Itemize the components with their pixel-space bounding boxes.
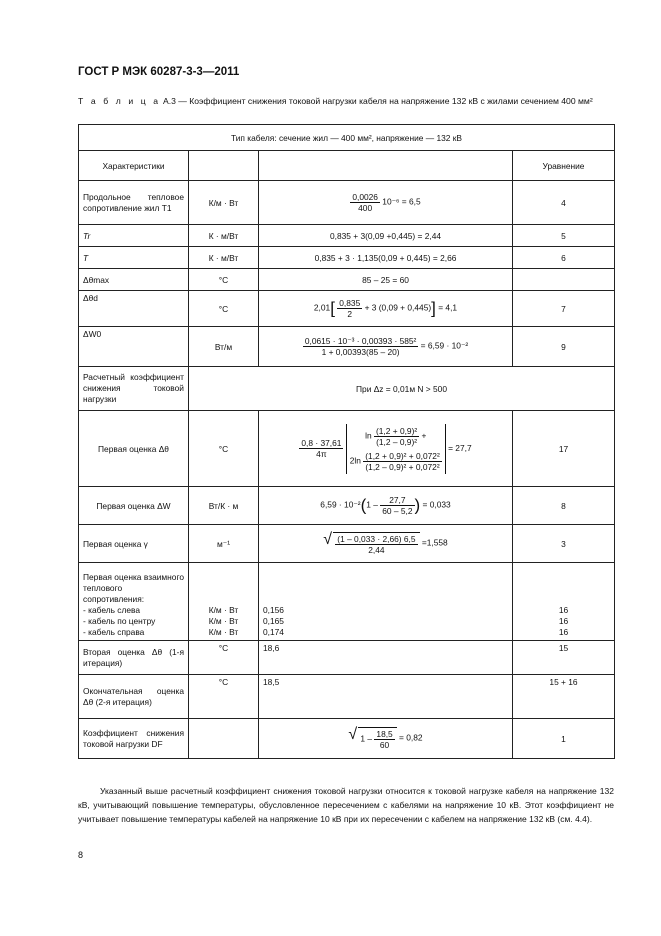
expression-result: = 27,7 — [448, 442, 472, 453]
row-label: T — [79, 247, 189, 269]
row-value: $\frac{0,8 \cdot 37,61}{4\pi}$ ln $\frac{\text{(1,2 + 0,9)²}}{\text{(1,2 – 0,9)²}}$ + 2ln $\frac{\text{(1,2 + 0,9)² + 0,072²}}{\text{(1,2 – 0,9)² + 0,072²}}$ = 27,7 — [259, 411, 513, 487]
fraction-denominator: 2 — [347, 309, 353, 319]
row-label: Tr — [79, 225, 189, 247]
row-label: Первая оценка Δθ — [79, 411, 189, 487]
table-row — [79, 675, 615, 719]
row-equation: 15 + 16 — [513, 675, 615, 719]
expression-result: = 6,59 · 10⁻² — [420, 340, 469, 351]
body-paragraph: Указанный выше расчетный коэффициент снижения токовой нагрузки относится к токовой нагрузке кабеля на напряжение 132 кВ, учитывающий повышение температуры, обусловленное пересечением с кабелями на напряжение 10 кВ. Этот коэффициент не учитывает повышение температуры кабелей на напряжение 10 кВ при их пересечении с кабелем на напряжение 132 кВ (см. 4.4). — [78, 786, 614, 824]
table-row — [79, 225, 615, 247]
fraction-numerator: 18,5 — [376, 729, 393, 739]
row-label: Расчетный коэффициент снижения токовой нагрузки — [79, 367, 189, 411]
row-equation: 17 — [513, 411, 615, 487]
row-equation: 1 — [513, 719, 615, 759]
row-value: 18,5 — [259, 675, 513, 719]
row-unit: Вт/м — [189, 327, 259, 367]
expression-tail: 10⁻⁶ = 6,5 — [382, 196, 421, 207]
table-row — [79, 269, 615, 291]
row-label: Коэффициент снижения токовой нагрузки DF — [79, 719, 189, 759]
cable-type-row: Тип кабеля: сечение жил — 400 мм², напряжение — 132 кВ — [79, 125, 615, 151]
expression-coefficient: 6,59 · 10⁻² — [320, 499, 361, 510]
row-unit: °C — [189, 269, 259, 291]
row-value — [259, 563, 513, 641]
row-unit — [189, 719, 259, 759]
page-number: 8 — [78, 850, 84, 860]
caption-text: А.3 — Коэффициент снижения токовой нагрузки кабеля на напряжение 132 кВ с жилами сечением 400 мм² — [160, 96, 593, 106]
column-header-characteristics: Характеристики — [79, 151, 189, 181]
fraction-denominator: 4π — [316, 449, 327, 459]
table-row — [79, 181, 615, 225]
row-unit: К · м/Вт — [189, 225, 259, 247]
row-label: Вторая оценка Δθ (1-я итерация) — [79, 641, 189, 675]
fraction-denominator: 60 – 5,2 — [382, 506, 413, 516]
row-value: 85 – 25 = 60 — [259, 269, 513, 291]
row-value: 0,835 + 3 · 1,135(0,09 + 0,445) = 2,66 — [259, 247, 513, 269]
fraction-numerator: (1,2 + 0,9)² — [375, 425, 418, 436]
row-unit: °C — [189, 291, 259, 327]
row-value: √ 1 – $\frac{18,5}{60}$ = 0,82 — [259, 719, 513, 759]
table-row — [79, 563, 615, 641]
fraction-denominator: (1,2 – 0,9)² — [376, 436, 418, 447]
fraction-numerator: 0,0615 · 10⁻³ · 0,00393 · 585² — [304, 336, 417, 346]
expression-result: = 0,033 — [422, 499, 451, 510]
table-row — [79, 367, 615, 411]
row-unit: °C — [189, 641, 259, 675]
row-equation: 8 — [513, 487, 615, 525]
row-label: ΔW0 — [79, 327, 189, 367]
document-header: ГОСТ Р МЭК 60287-3-3—2011 — [78, 66, 240, 78]
table-row — [79, 719, 615, 759]
expression-tail: + 3 (0,09 + 0,445) — [364, 302, 432, 313]
equation-ref: 16 — [558, 605, 569, 615]
table-row — [79, 525, 615, 563]
row-equation: 6 — [513, 247, 615, 269]
unit: К/м · Вт — [208, 605, 239, 615]
table-row — [79, 487, 615, 525]
row-equation — [513, 269, 615, 291]
table-caption — [78, 95, 603, 107]
expression-coefficient: 2,01 — [313, 302, 331, 313]
fraction-numerator: 27,7 — [380, 495, 414, 506]
row-label: Окончательная оценка Δθ (2-я итерация) — [79, 675, 189, 719]
column-header-value — [259, 151, 513, 181]
row-equation: 7 — [513, 291, 615, 327]
row-label: Δθmax — [79, 269, 189, 291]
row-equation: 3 — [513, 525, 615, 563]
sublabel: - кабель по центру — [83, 616, 156, 626]
row-unit — [189, 563, 259, 641]
row-value: 2,01[ $\frac{0,835}{2}$ + 3 (0,09 + 0,445)] = 4,1 — [259, 291, 513, 327]
row-label: Δθd — [79, 291, 189, 327]
fraction-denominator: 60 — [379, 740, 390, 750]
column-header-equation: Уравнение — [513, 151, 615, 181]
row-equation — [513, 563, 615, 641]
table-row — [79, 291, 615, 327]
row-equation: 9 — [513, 327, 615, 367]
row-equation: 15 — [513, 641, 615, 675]
value: 0,156 — [263, 605, 284, 615]
table-row — [79, 327, 615, 367]
ln-term: ln — [365, 430, 372, 441]
row-value: √ $\frac{(1 - 0,033 \cdot 2,66) 6,5}{2,44}$ =1,558 — [259, 525, 513, 563]
value: 0,174 — [263, 627, 284, 637]
row-value: 0,835 + 3(0,09 +0,445) = 2,44 — [259, 225, 513, 247]
row-unit: Вт/К · м — [189, 487, 259, 525]
row-unit: К · м/Вт — [189, 247, 259, 269]
fraction-denominator: 1 + 0,00393(85 – 20) — [321, 347, 400, 357]
equation-ref: 16 — [558, 616, 569, 626]
row-unit: К/м · Вт — [189, 181, 259, 225]
row-value — [259, 181, 513, 225]
ln-term: 2ln — [349, 455, 361, 466]
fraction-denominator: 2,44 — [368, 545, 385, 555]
fraction-denominator: (1,2 – 0,9)² + 0,072² — [365, 461, 440, 472]
sublabel: - кабель слева — [83, 605, 141, 615]
unit: К/м · Вт — [208, 627, 239, 637]
expression-result: = 4,1 — [438, 302, 458, 313]
row-label: Первая оценка γ — [79, 525, 189, 563]
row-label: Первая оценка ΔW — [79, 487, 189, 525]
row-value — [259, 327, 513, 367]
column-header-unit — [189, 151, 259, 181]
fraction-numerator: 0,835 — [339, 298, 361, 308]
fraction-numerator: 0,0026 — [352, 192, 378, 202]
row-equation: 4 — [513, 181, 615, 225]
table-row — [79, 247, 615, 269]
sublabel: - кабель справа — [83, 627, 145, 637]
row-unit: °C — [189, 411, 259, 487]
unit: К/м · Вт — [208, 616, 239, 626]
row-value: 18,6 — [259, 641, 513, 675]
fraction-numerator: 0,8 · 37,61 — [301, 438, 342, 448]
row-value: 6,59 · 10⁻²(1 – $\frac{27,7}{60 - 5,2}$ ) = 0,033 — [259, 487, 513, 525]
expression-result: =1,558 — [421, 537, 448, 548]
fraction-denominator: 400 — [358, 203, 373, 213]
row-unit: °C — [189, 675, 259, 719]
row-label-text: Первая оценка взаимного теплового сопротивления: — [83, 572, 184, 604]
caption-prefix: Т а б л и ц а — [78, 96, 161, 106]
table-row — [79, 411, 615, 487]
row-label: Продольное тепловое сопротивление жил T1 — [79, 181, 189, 225]
row-unit: м⁻¹ — [189, 525, 259, 563]
fraction-numerator: (1 – 0,033 · 2,66) 6,5 — [337, 534, 416, 544]
row-value: При Δz = 0,01м N > 500 — [189, 367, 615, 411]
table-row — [79, 641, 615, 675]
row-label — [79, 563, 189, 641]
expression-result: = 0,82 — [399, 732, 423, 743]
fraction-numerator: (1,2 + 0,9)² + 0,072² — [365, 450, 440, 461]
row-equation: 5 — [513, 225, 615, 247]
data-table — [78, 124, 615, 759]
equation-ref: 16 — [558, 627, 569, 637]
value: 0,165 — [263, 616, 284, 626]
